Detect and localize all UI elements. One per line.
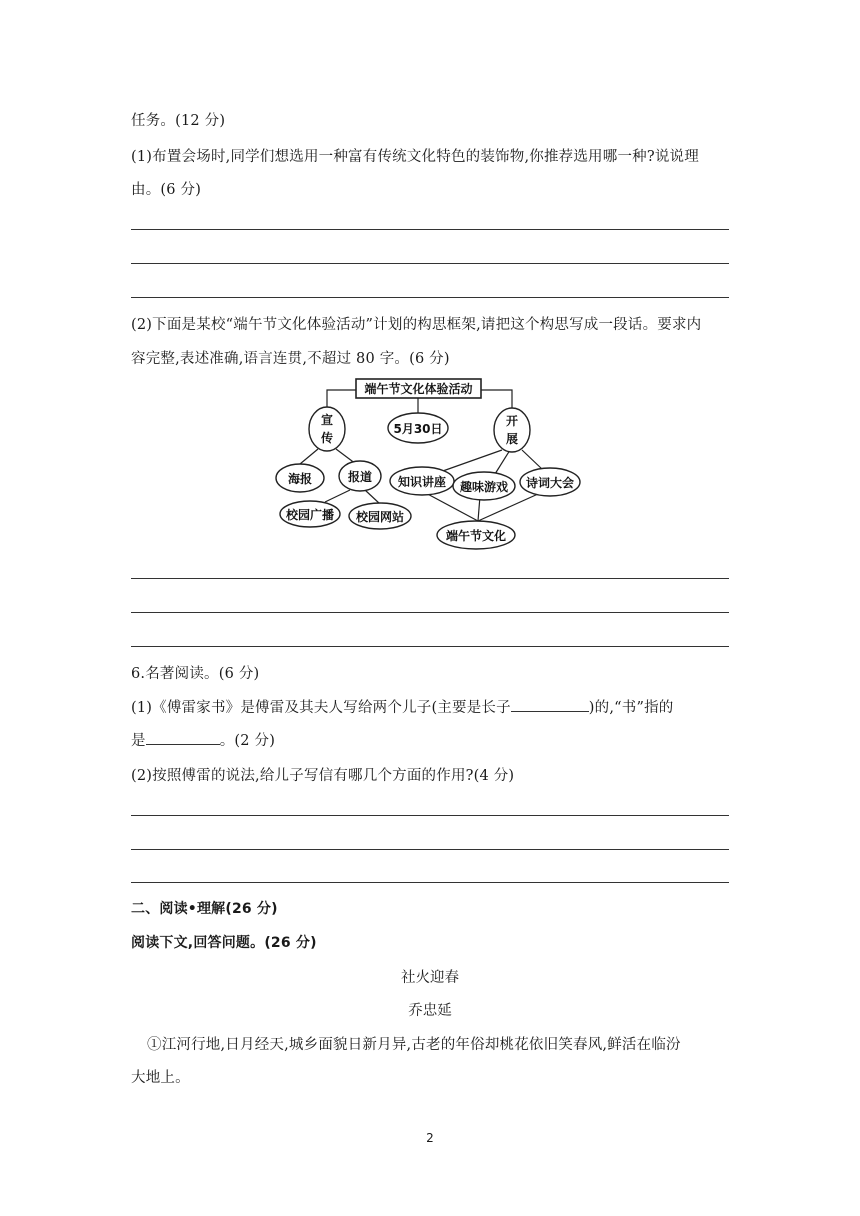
answer-line — [131, 263, 729, 264]
diagram-promotion-label-2: 传 — [320, 431, 334, 445]
diagram-culture-label: 端午节文化 — [445, 529, 507, 543]
diagram-report-label: 报道 — [347, 470, 373, 484]
diagram-poster-label: 海报 — [287, 472, 313, 486]
article-paragraph-1-line1: ①江河行地,日月经天,城乡面貌日新月异,古老的年俗却桃花依旧笑春风,鲜活在临汾 — [147, 1037, 681, 1053]
fill-blank-eldest-son[interactable] — [511, 711, 589, 712]
diagram-broadcast-label: 校园广播 — [285, 508, 335, 522]
answer-line — [131, 612, 729, 613]
answer-line — [131, 849, 729, 850]
activity-plan-diagram — [270, 376, 590, 552]
answer-line — [131, 646, 729, 647]
question-5-continuation: 任务。(12 分) — [131, 113, 226, 129]
question-6-1-text-c: 是 — [131, 733, 146, 749]
section-2-heading: 二、阅读•理解(26 分) — [131, 901, 278, 917]
question-6-1-text-d: 。(2 分) — [219, 733, 276, 749]
reading-instruction: 阅读下文,回答问题。(26 分) — [131, 935, 317, 951]
question-5-1-line2: 由。(6 分) — [131, 182, 202, 198]
diagram-promotion-label-1: 宣 — [320, 413, 334, 427]
question-5-1-line1: (1)布置会场时,同学们想选用一种富有传统文化特色的装饰物,你推荐选用哪一种?说说理 — [131, 149, 699, 165]
answer-line — [131, 815, 729, 816]
article-paragraph-1-line2: 大地上。 — [131, 1070, 190, 1086]
question-6-1-line2 — [131, 731, 275, 751]
diagram-date-label: 5月30日 — [393, 422, 443, 436]
page-number: 2 — [426, 1131, 434, 1145]
diagram-open-label-1: 开 — [505, 414, 519, 428]
article-title: 社火迎春 — [401, 970, 459, 986]
article-author: 乔忠延 — [408, 1003, 452, 1019]
answer-line — [131, 297, 729, 298]
question-6-title: 6.名著阅读。(6 分) — [131, 666, 260, 682]
diagram-root-label: 端午节文化体验活动 — [364, 382, 473, 396]
question-5-2-line1: (2)下面是某校“端午节文化体验活动”计划的构思框架,请把这个构思写成一段话。要求内 — [131, 317, 702, 333]
question-6-1-text-b: )的,“书”指的 — [588, 700, 674, 716]
question-6-2: (2)按照傅雷的说法,给儿子写信有哪几个方面的作用?(4 分) — [131, 768, 515, 784]
answer-line — [131, 882, 729, 883]
answer-line — [131, 578, 729, 579]
diagram-open-label-2: 展 — [505, 432, 519, 446]
diagram-lecture-label: 知识讲座 — [397, 475, 447, 489]
diagram-games-label: 趣味游戏 — [459, 480, 509, 494]
question-6-1-text-a: (1)《傅雷家书》是傅雷及其夫人写给两个儿子(主要是长子 — [131, 700, 511, 716]
diagram-website-label: 校园网站 — [355, 510, 405, 524]
diagram-poetry-label: 诗词大会 — [525, 476, 575, 490]
question-5-2-line2: 容完整,表述准确,语言连贯,不超过 80 字。(6 分) — [131, 351, 450, 367]
answer-line — [131, 229, 729, 230]
question-6-1-line1 — [131, 698, 674, 718]
fill-blank-book-meaning[interactable] — [146, 744, 220, 745]
